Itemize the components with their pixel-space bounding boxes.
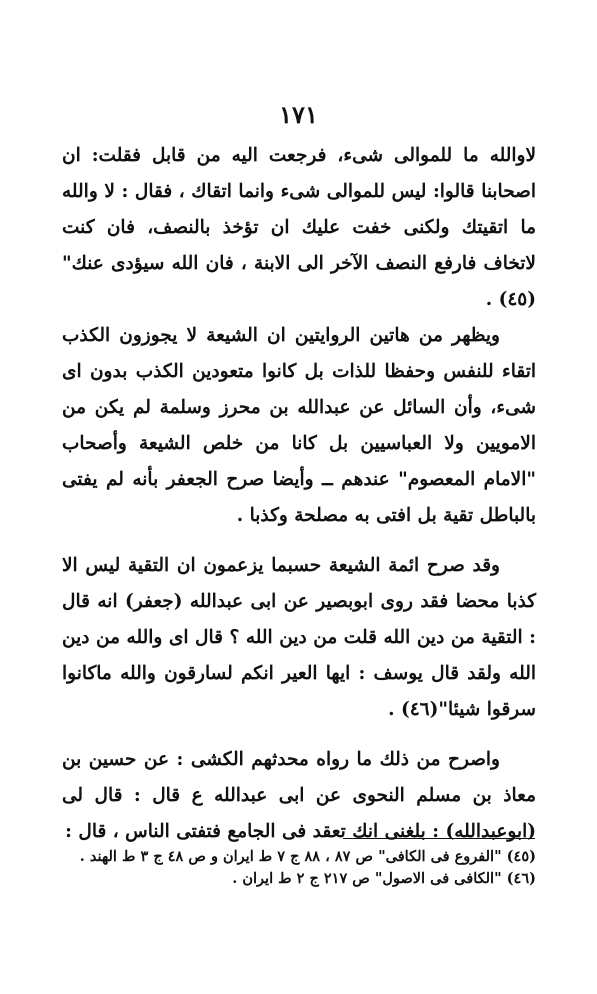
paragraph: ويظهر من هاتين الروايتين ان الشيعة لا يجوزون الكذب اتقاء للنفس وحفظا للذات بل كانوا متعودين الكذب بدون اى شىء، وأن السائل عن عبدالله بن محرز وسلمة لم يكن من الامويين ولا العباسيين بل كانا من خلص الشيعة وأصحاب "الامام المعصوم" عندهم ــ وأيضا صرح الجعفر بأنه لم يفتى بالباطل تقية بل افتى به مصلحة وكذبا .	[62, 325, 536, 526]
body-text	[62, 138, 536, 850]
paragraph: واصرح من ذلك ما رواه محدثهم الكشى : عن حسين بن معاذ بن مسلم النحوى عن ابى عبدالله ع قال : قال لى (ابوعبدالله) : بلغنى انك تعقد فى الجامع فتفتى الناس ، قال :	[62, 749, 536, 842]
paragraph-continuation: لاوالله ما للموالى شىء، فرجعت اليه من قابل فقلت: ان اصحابنا قالوا: ليس للموالى شىء وانما اتقاك ، فقال : لا والله ما اتقيتك ولكنى خفت عليك ان تؤخذ بالنصف، فان كنت لاتخاف فارفع النصف الآخر الى الابنة ، فان الله سيؤدى عنك"(٤٥) .	[62, 145, 536, 310]
footnote: (٤٥) "الفروع فى الكافى" ص ٨٧ ، ٨٨ ج ٧ ط ايران و ص ٤٨ ج ٣ ط الهند .	[79, 848, 536, 865]
footnote: (٤٦) "الكافى فى الاصول" ص ٢١٧ ج ٢ ط ايران .	[232, 870, 536, 887]
page-number: ١٧١	[279, 100, 318, 129]
footnote-divider	[343, 838, 535, 839]
footnotes	[62, 846, 536, 890]
paragraph: وقد صرح ائمة الشيعة حسبما يزعمون ان التقية ليس الا كذبا محضا فقد روى ابوبصير عن ابى عبدالله (جعفر) انه قال : التقية من دين الله قلت من دين الله ؟ قال اى والله من دين الله ولقد قال يوسف : ايها العير انكم لسارقون والله ماكانوا سرقوا شيئا"(٤٦) .	[62, 555, 536, 720]
